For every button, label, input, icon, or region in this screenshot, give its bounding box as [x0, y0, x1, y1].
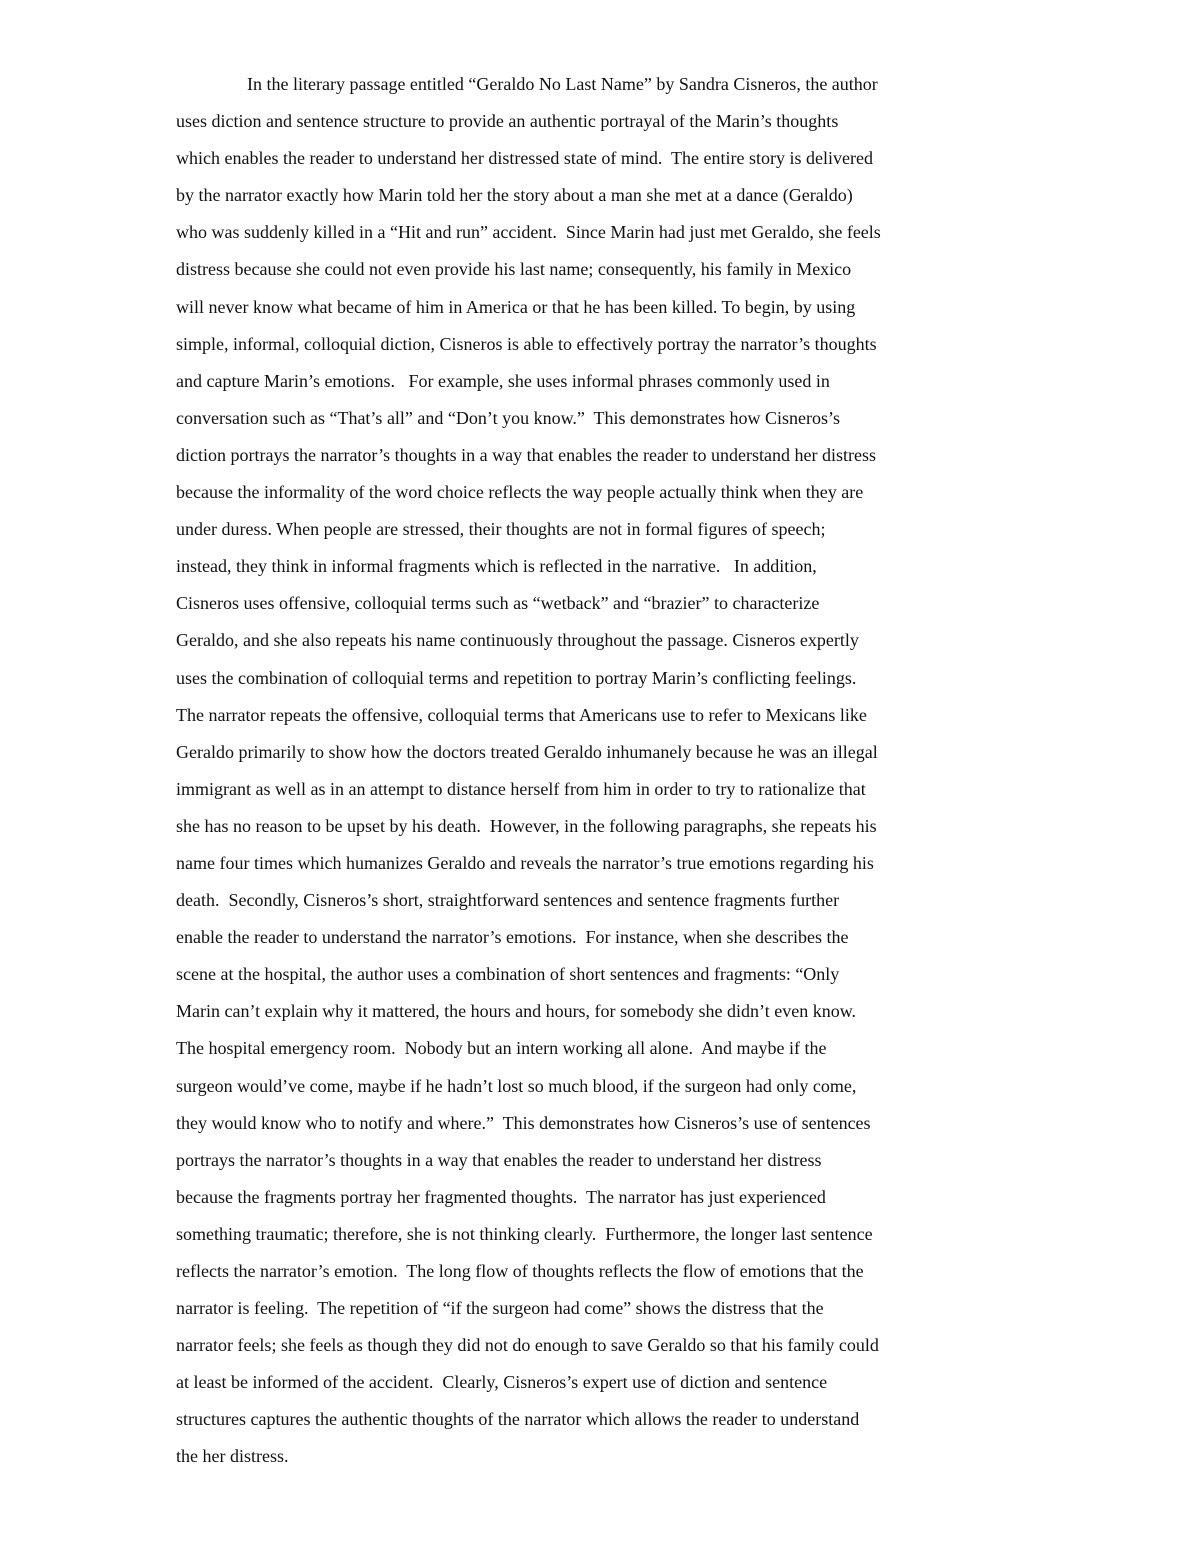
paragraph-line: who was suddenly killed in a “Hit and run” accident. Since Marin had just met Geraldo, she feels	[176, 222, 881, 243]
paragraph-line: because the informality of the word choice reflects the way people actually think when they are	[176, 482, 864, 503]
paragraph-line: uses the combination of colloquial terms and repetition to portray Marin’s conflicting feelings.	[176, 667, 857, 688]
paragraph-line: Cisneros uses offensive, colloquial terms such as “wetback” and “brazier” to characterize	[176, 593, 820, 614]
paragraph-line: enable the reader to understand the narrator’s emotions. For instance, when she describes the	[176, 927, 849, 948]
paragraph-line: portrays the narrator’s thoughts in a way that enables the reader to understand her distress	[176, 1149, 822, 1170]
paragraph-line: Geraldo, and she also repeats his name continuously throughout the passage. Cisneros expertly	[176, 630, 859, 651]
paragraph-line: by the narrator exactly how Marin told her the story about a man she met at a dance (Geraldo)	[176, 185, 853, 206]
paragraph-line: simple, informal, colloquial diction, Cisneros is able to effectively portray the narrator’s thoughts	[176, 333, 877, 354]
paragraph-line: diction portrays the narrator’s thoughts in a way that enables the reader to understand her distress	[176, 444, 876, 465]
paragraph-line: reflects the narrator’s emotion. The long flow of thoughts reflects the flow of emotions that the	[176, 1261, 864, 1281]
paragraph-line: instead, they think in informal fragments which is reflected in the narrative. In addition,	[176, 556, 817, 577]
paragraph-line: name four times which humanizes Geraldo and reveals the narrator’s true emotions regarding his	[176, 852, 874, 873]
paragraph-line: under duress. When people are stressed, their thoughts are not in formal figures of speech;	[176, 519, 826, 540]
paragraph-line: Geraldo primarily to show how the doctors treated Geraldo inhumanely because he was an illegal	[176, 741, 878, 762]
paragraph-line: and capture Marin’s emotions. For example, she uses informal phrases commonly used in	[176, 370, 830, 391]
paragraph-line: Marin can’t explain why it mattered, the hours and hours, for somebody she didn’t even know.	[176, 1001, 857, 1022]
paragraph-line: something traumatic; therefore, she is not thinking clearly. Furthermore, the longer last sentence	[176, 1223, 873, 1244]
paragraph-line: because the fragments portray her fragmented thoughts. The narrator has just experienced	[176, 1186, 826, 1207]
paragraph-line: scene at the hospital, the author uses a combination of short sentences and fragments: “Only	[176, 964, 840, 985]
paragraph-line: the her distress.	[176, 1446, 289, 1467]
paragraph-line: immigrant as well as in an attempt to distance herself from him in order to try to rationalize that	[176, 778, 866, 799]
paragraph-line: she has no reason to be upset by his death. However, in the following paragraphs, she repeats his	[176, 815, 877, 836]
paragraph-line: In the literary passage entitled “Geraldo No Last Name” by Sandra Cisneros, the author	[247, 74, 878, 94]
paragraph-line: they would know who to notify and where.” This demonstrates how Cisneros’s use of sentences	[176, 1112, 871, 1133]
paragraph-line: which enables the reader to understand her distressed state of mind. The entire story is delivered	[176, 148, 873, 169]
essay-paragraph	[176, 66, 1036, 1476]
paragraph-line: narrator feels; she feels as though they did not do enough to save Geraldo so that his family could	[176, 1335, 879, 1356]
paragraph-line: narrator is feeling. The repetition of “if the surgeon had come” shows the distress that the	[176, 1298, 824, 1319]
paragraph-line: The narrator repeats the offensive, colloquial terms that Americans use to refer to Mexicans like	[176, 704, 867, 725]
paragraph-line: conversation such as “That’s all” and “Don’t you know.” This demonstrates how Cisneros’s	[176, 407, 841, 428]
paragraph-line: at least be informed of the accident. Clearly, Cisneros’s expert use of diction and sentence	[176, 1372, 828, 1393]
paragraph-line: uses diction and sentence structure to provide an authentic portrayal of the Marin’s thoughts	[176, 111, 839, 132]
paragraph-line: surgeon would’ve come, maybe if he hadn’t lost so much blood, if the surgeon had only come,	[176, 1075, 857, 1096]
paragraph-line: distress because she could not even provide his last name; consequently, his family in Mexico	[176, 259, 852, 280]
paragraph-line: structures captures the authentic thoughts of the narrator which allows the reader to understand	[176, 1409, 860, 1430]
paragraph-line: will never know what became of him in America or that he has been killed. To begin, by using	[176, 296, 856, 317]
paragraph-line: The hospital emergency room. Nobody but an intern working all alone. And maybe if the	[176, 1038, 827, 1059]
paragraph-line: death. Secondly, Cisneros’s short, straightforward sentences and sentence fragments further	[176, 890, 840, 911]
